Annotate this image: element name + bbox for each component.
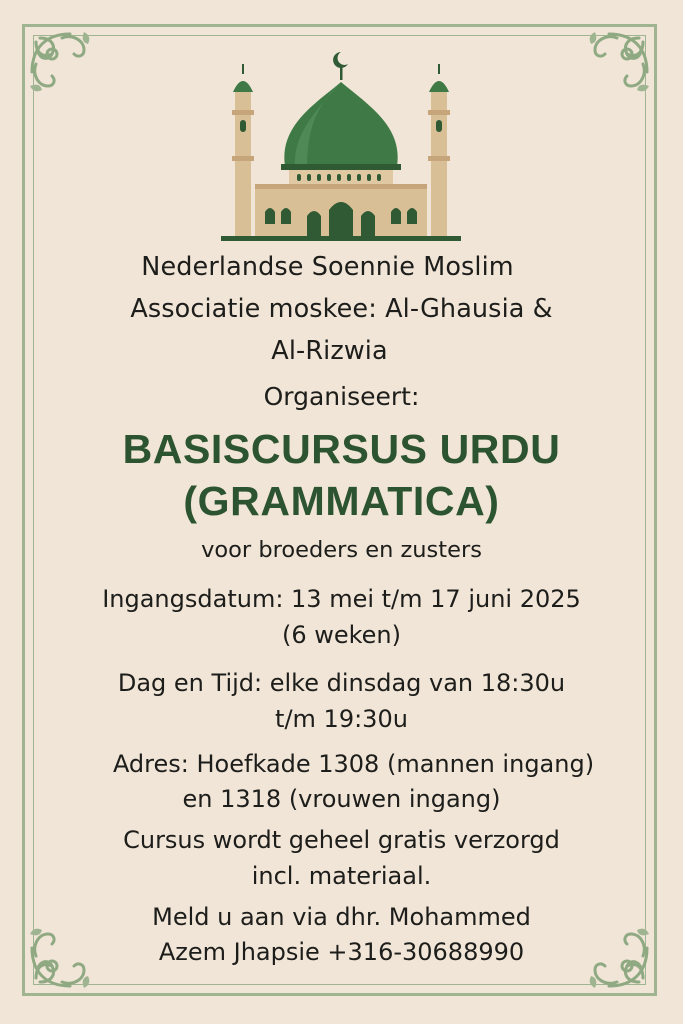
- organizer-line-1: Nederlandse Soennie Moslim: [141, 252, 514, 282]
- course-audience: voor broeders en zusters: [201, 537, 482, 563]
- course-title-line-1: BASISCURSUS URDU: [122, 426, 561, 472]
- contact-line-1: Meld u aan via dhr. Mohammed: [152, 903, 531, 931]
- cost-line-2: incl. materiaal.: [251, 862, 432, 890]
- course-title-line-2: (GRAMMATICA): [183, 478, 500, 524]
- address-line-2: en 1318 (vrouwen ingang): [182, 785, 501, 813]
- contact-line-2: Azem Jhapsie +316-30688990: [158, 938, 525, 966]
- organizer-line-2: Associatie moskee: Al-Ghausia &: [130, 294, 553, 324]
- organizes-label: Organiseert:: [263, 382, 420, 411]
- address-line-1: Adres: Hoefkade 1308 (mannen ingang): [112, 750, 595, 778]
- corner-ornament-top-left: [22, 24, 108, 110]
- start-date-line-1: Ingangsdatum: 13 mei t/m 17 juni 2025: [102, 585, 581, 613]
- corner-ornament-top-right: [571, 24, 657, 110]
- day-time-line-2: t/m 19:30u: [275, 705, 408, 733]
- organizer-line-3: Al-Rizwia: [271, 336, 388, 366]
- cost-line-1: Cursus wordt geheel gratis verzorgd: [123, 826, 560, 854]
- day-time-line-1: Dag en Tijd: elke dinsdag van 18:30u: [117, 669, 566, 697]
- mosque-icon: [215, 48, 467, 244]
- start-date-line-2: (6 weken): [281, 621, 402, 649]
